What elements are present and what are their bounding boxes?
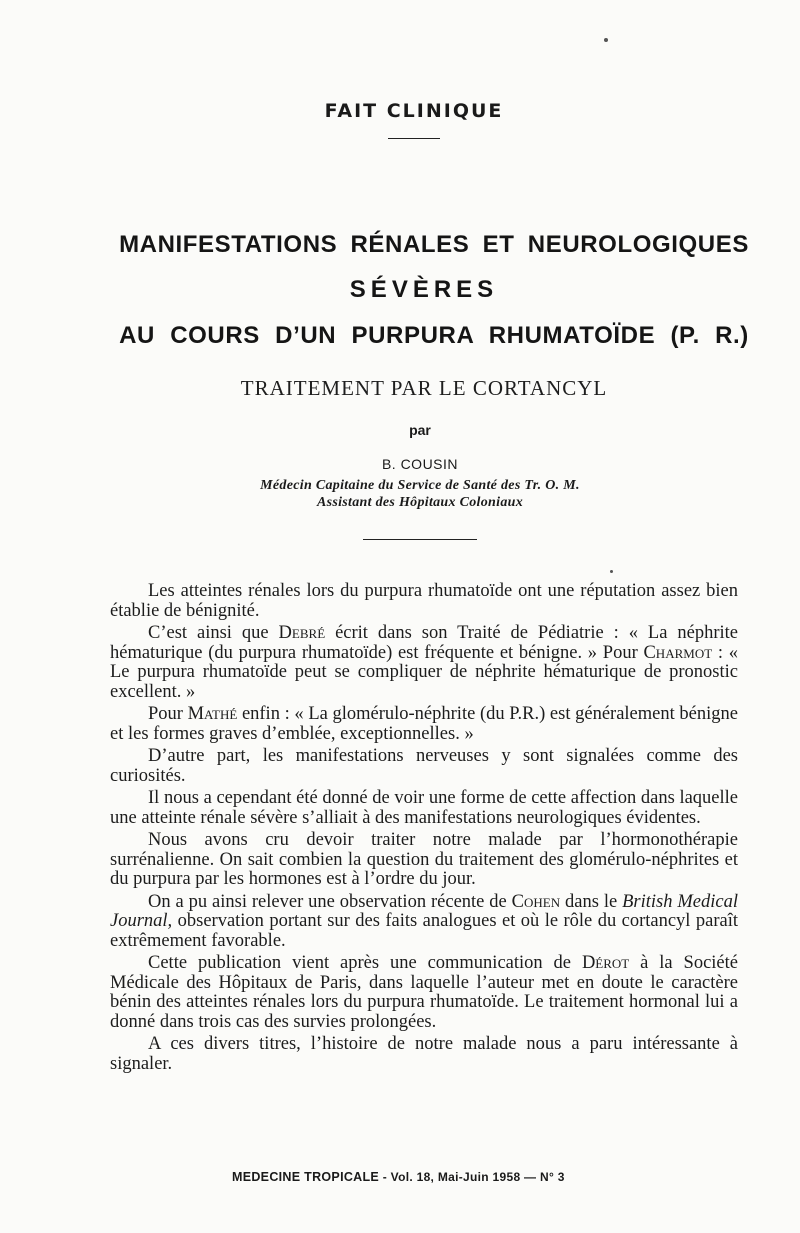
print-speck (604, 38, 608, 42)
header-rule (388, 138, 440, 139)
print-speck (610, 570, 613, 573)
paragraph-7-text: observation portant sur des faits analogues et où le rôle du cortancyl paraît extrêmement favorable. (110, 911, 738, 951)
article-body (110, 582, 738, 1077)
paragraph-3-text: enfin : « La glomérulo-néphrite (du P.R.) est généralement bénigne et les formes graves d’emblée, exceptionnelles. » (110, 704, 738, 744)
journal-ref-bmj: British Medical Journal, (110, 891, 738, 931)
paragraph-2 (110, 624, 738, 702)
paragraph-3-text: Pour (148, 704, 188, 724)
paragraph-7-text: On a pu ainsi relever une observation récente de (148, 891, 512, 912)
article-title-line-1: MANIFESTATIONS RÉNALES ET NEUROLOGIQUES (119, 231, 749, 258)
article-title-line-3: AU COURS D’UN PURPURA RHUMATOÏDE (P. R.) (119, 322, 749, 349)
author-ref-derot: Dérot (581, 953, 630, 973)
author-ref-charmot: Charmot (643, 642, 713, 663)
paragraph-2-text: écrit dans son Traité de Pédiatrie : « La néphrite hématurique (du purpura rhumatoïde) est fréquente et bénigne. » Pour (110, 623, 738, 663)
paragraph-8-text: Cette publication vient après une communication de (148, 953, 582, 973)
footer-journal: MEDECINE TROPICALE (232, 1170, 380, 1184)
paragraph-2-text: C’est ainsi que (148, 623, 279, 643)
footer-volume: Vol. 18, Mai-Juin 1958 (390, 1170, 521, 1184)
paragraph-7 (110, 893, 738, 952)
author-name: B. COUSIN (381, 456, 459, 472)
paragraph-7-text: dans le (560, 891, 623, 912)
paragraph-3 (110, 705, 738, 744)
section-label: FAIT CLINIQUE (324, 100, 504, 122)
page-footer (232, 1170, 652, 1184)
author-affiliation-1: Médecin Capitaine du Service de Santé des Tr. O. M. (260, 478, 580, 493)
author-ref-cohen: Cohen (511, 891, 561, 912)
footer-separator: - (379, 1170, 391, 1184)
footer-issue: N° 3 (540, 1170, 565, 1184)
article-subtitle: TRAITEMENT PAR LE CORTANCYL (240, 376, 608, 400)
paragraph-2-text: : « Le purpura rhumatoïde peut se compliquer de néphrite hématurique de pronostic excellent. » (110, 642, 738, 702)
paragraph-8-text: à la Société Médicale des Hôpitaux de Paris, dans laquelle l’auteur met en doute le caractère bénin des atteintes rénales lors du purpura rhumatoïde. Le traitement hormonal lui a donné dans trois cas des survies prolongées. (110, 953, 738, 1032)
article-title-line-2: SÉVÈRES (349, 276, 499, 303)
title-separator-rule (363, 539, 477, 540)
paragraph-5: Il nous a cependant été donné de voir une forme de cette affection dans laquelle une atteinte rénale sévère s’alliait à des manifestations neurologiques évidentes. (110, 788, 738, 828)
author-affiliation-2: Assistant des Hôpitaux Coloniaux (316, 495, 524, 510)
author-ref-mathe: Mathé (187, 704, 238, 724)
paragraph-6: Nous avons cru devoir traiter notre malade par l’hormonothérapie surrénalienne. On sait combien la question du traitement des glomérulo-néphrites et du purpura par les hormones est à l’ordre du jour. (110, 830, 738, 889)
paragraph-9: A ces divers titres, l’histoire de notre malade nous a paru intéressante à signaler. (110, 1034, 738, 1074)
paragraph-8 (110, 954, 738, 1032)
author-ref-debre: Debré (278, 623, 326, 643)
footer-dash: — (520, 1170, 540, 1184)
paragraph-1: Les atteintes rénales lors du purpura rhumatoïde ont une réputation assez bien établie de bénignité. (110, 581, 738, 621)
byline-par: par (409, 422, 431, 438)
paragraph-4: D’autre part, les manifestations nerveuses y sont signalées comme des curiosités. (110, 746, 738, 786)
